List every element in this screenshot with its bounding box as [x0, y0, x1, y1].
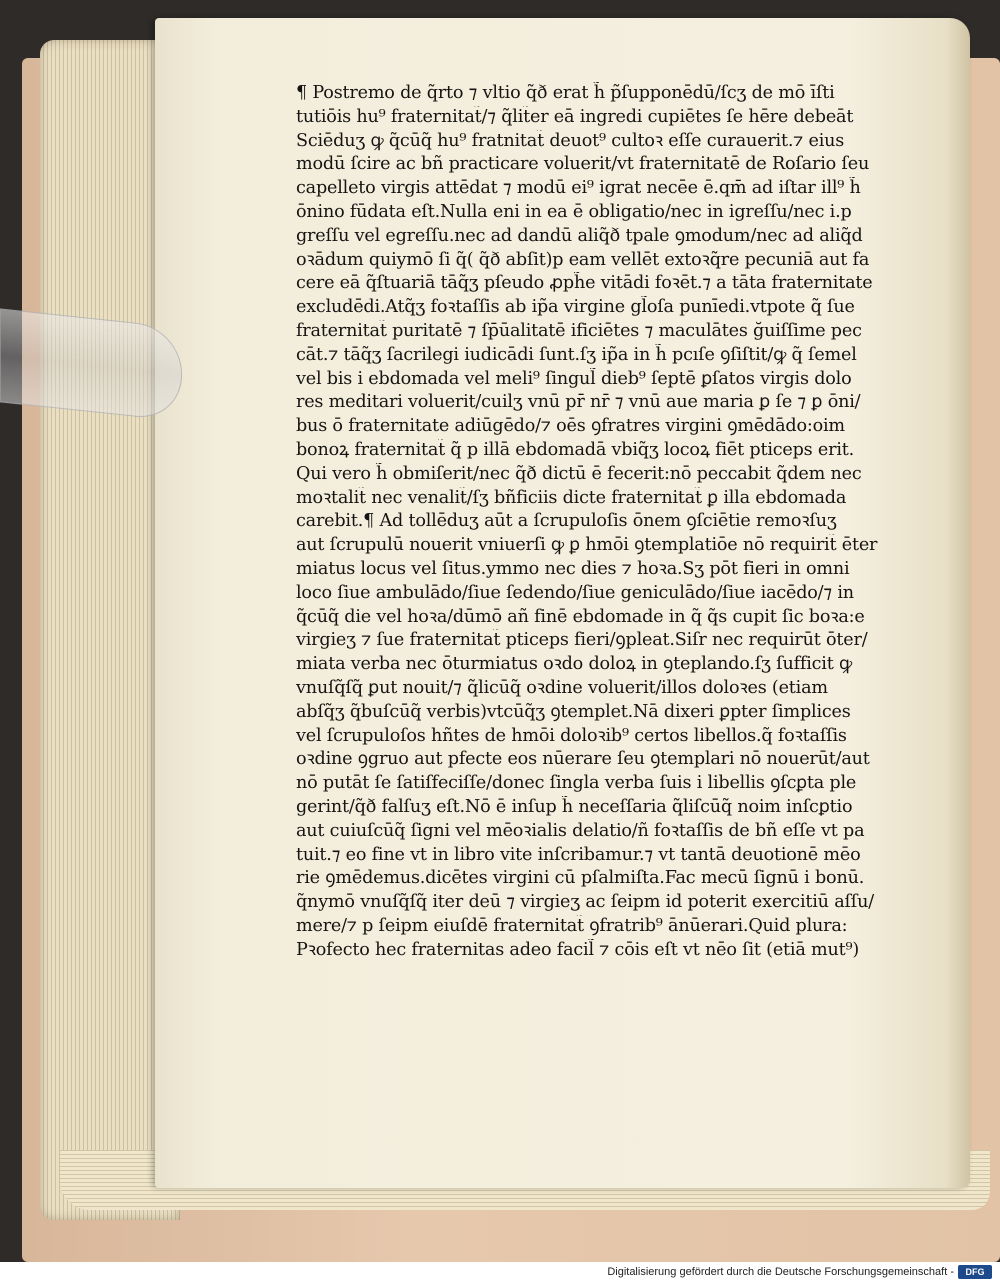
text-line: rie ꝯmēdemus.dicētes virgini cū pſalmiſta.Fac mecū ſignū i bonū.	[296, 868, 865, 889]
text-line: ōnino fūdata eſt.Nulla eni in ea ē obligatio/nec in igreſſu/nec i.p	[296, 201, 852, 222]
text-line: aut ſcrupulū nouerit vniuerſi ꝙ ꝑ hmōi ꝯtemplatiōe nō requirit̃ ēter	[296, 535, 878, 556]
text-line: tuit.⁊ eo fine vt in libro vite inſcribamur.⁊ vt tantā deuotionē mēo	[296, 844, 861, 865]
text-line: vel bis i ebdomada vel meli⁹ ſingul̃ dieb⁹ ſeptē ꝑſatos virgis dolo	[296, 368, 852, 389]
text-line: Pꝛofecto hec fraternitas adeo facil̃ ⁊ cōis eſt vt nēo ſit (etiā mut⁹)	[296, 939, 860, 960]
text-line: loco ſiue ambulādo/ſiue ſedendo/ſiue geniculādo/ſiue iacēdo/⁊ in	[296, 582, 854, 603]
text-line: mere/⁊ p ſeipm eiuſdē fraternitat̃ ꝯfratrib⁹ ānūerari.Quid plura:	[296, 915, 848, 936]
text-line: vel ſcrupuloſos hñtes de hmōi doloꝛib⁹ certos libellos.q̃ foꝛtaſſis	[296, 725, 847, 746]
text-line: bonoꝝ fraternitat̃ q̃ p illā ebdomadā vbiq̃ʒ locoꝝ fiēt pticeps erit.	[296, 439, 855, 460]
text-line: q̃cūq̃ die vel hoꝛa/dūmō añ finē ebdomade in q̃ q̃s cupit ſic boꝛa:e	[296, 606, 865, 627]
text-block	[296, 82, 916, 962]
text-line: miatus locus vel ſitus.ymmo nec dies ⁊ hoꝛa.Sʒ pōt fieri in omni	[296, 558, 850, 579]
text-line: virgieʒ ⁊ ſue fraternitat̃ pticeps fieri/ꝯpleat.Siſr nec requirūt ōter/	[296, 630, 868, 651]
text-line: aut cuiuſcūq̃ ſigni vel mēoꝛialis delatio/ñ foꝛtaſſis de bñ eſſe vt pa	[296, 820, 865, 841]
text-line: gerint/q̃ð falſuʒ eſt.Nō ē inſup h̃ neceſſaria q̃liſcūq̃ noim inſcꝑtio	[296, 796, 853, 817]
text-line: vnuſq̃ſq̃ ꝑut nouit/⁊ q̃licūq̃ oꝛdine voluerit/illos doloꝛes (etiam	[296, 677, 828, 698]
text-line: moꝛtalit̃ nec venalit̃/ſʒ bñficiis dicte fraternitat̃ ꝑ illa ebdomada	[296, 487, 847, 508]
text-line: Sciēduʒ ꝙ q̃cūq̃ hu⁹ fratnitat̃ deuot⁹ cultoꝛ eſſe curauerit.⁊ eius	[296, 130, 845, 151]
text-line: Qui vero h̃ obmiſerit/nec q̃ð dictū ē fecerit:nō peccabit q̃dem nec	[296, 463, 862, 484]
funding-credit: Digitalisierung gefördert durch die Deutsche Forschungsgemeinschaft -	[607, 1266, 954, 1278]
text-line: oꝛādum quiymō ſi q̃( q̃ð abſit)p eam vellēt extoꝛq̃re pecuniā aut fa	[296, 249, 870, 270]
text-line: tutiōis hu⁹ fraternitat̃/⁊ q̃lit̃er eā ingredi cupiētes ſe hēre debeāt	[296, 106, 854, 127]
text-line: res meditari voluerit/cuilʒ vnū pr̄ nr̄ ⁊ vnū aue maria ꝑ ſe ⁊ ꝑ ōni/	[296, 392, 861, 413]
text-line: cere eā q̃ſtuariā tāq̃ʒ pſeudo ꝓph̃e vitādi foꝛēt.⁊ a tāta fraternitate	[296, 273, 873, 294]
text-line: carebit.¶ Ad tollēduʒ aūt a ſcrupuloſis ōnem ꝯſciētie remoꝛſuʒ	[296, 511, 837, 532]
text-line: miata verba nec ōturmiatus oꝛdo doloꝝ in ꝯteplando.ſʒ ſufficit ꝙ	[296, 654, 852, 675]
text-line: bus ō fraternitate adiūgēdo/⁊ oēs ꝯfratres virgini ꝯmēdādo:oim	[296, 416, 845, 437]
text-line: modū ſcire ac bñ practicare voluerit/vt fraternitatē de Roſario ſeu	[296, 154, 870, 175]
text-line: greſſu vel egreſſu.nec ad dandū aliq̃ð tpale ꝯmodum/nec ad aliq̃d	[296, 225, 863, 246]
text-line: nō putāt ſe ſatiſfeciſſe/donec ſingla verba ſuis i libellis ꝯſcꝑta ple	[296, 773, 857, 794]
text-line: abſq̃ʒ q̃buſcūq̃ verbis)vtcūq̃ʒ ꝯtemplet.Nā dixeri ꝑpter ſimplices	[296, 701, 851, 722]
text-line: capelleto virgis attēdat ⁊ modū ei⁹ igrat necēe ē.qm̄ ad iſtar ill⁹ h̃	[296, 178, 861, 199]
text-line: q̃nymō vnuſq̃ſq̃ iter deū ⁊ virgieʒ ac ſeipm id poterit exercitiū aſſu/	[296, 892, 874, 913]
text-line: oꝛdine ꝯgruo aut pfecte eos nūerare ſeu ꝯtemplari nō nouerūt/aut	[296, 749, 870, 770]
dfg-logo: DFG	[958, 1265, 992, 1279]
text-line: ¶ Postremo de q̃rto ⁊ vltio q̃ð erat h̃ p̃ſupponēdū/ſcʒ de mō īſti	[296, 83, 835, 103]
text-line: excludēdi.Atq̃ʒ foꝛtaſſis ab ip̃a virgine gl̃oſa punīedi.vtpote q̃ ſue	[296, 297, 855, 318]
footer-bar	[0, 1262, 1000, 1283]
text-line: cāt.⁊ tāq̃ʒ ſacrilegi iudicādi ſunt.ſʒ ip̃a in h̃ pcıſe ꝯſiſtit/ꝙ q̃ ſemel	[296, 344, 857, 365]
text-line: fraternitat̃ puritatē ⁊ ſp̄ūalitatē ificiētes ⁊ maculātes ğuiſſime pec	[296, 320, 862, 341]
